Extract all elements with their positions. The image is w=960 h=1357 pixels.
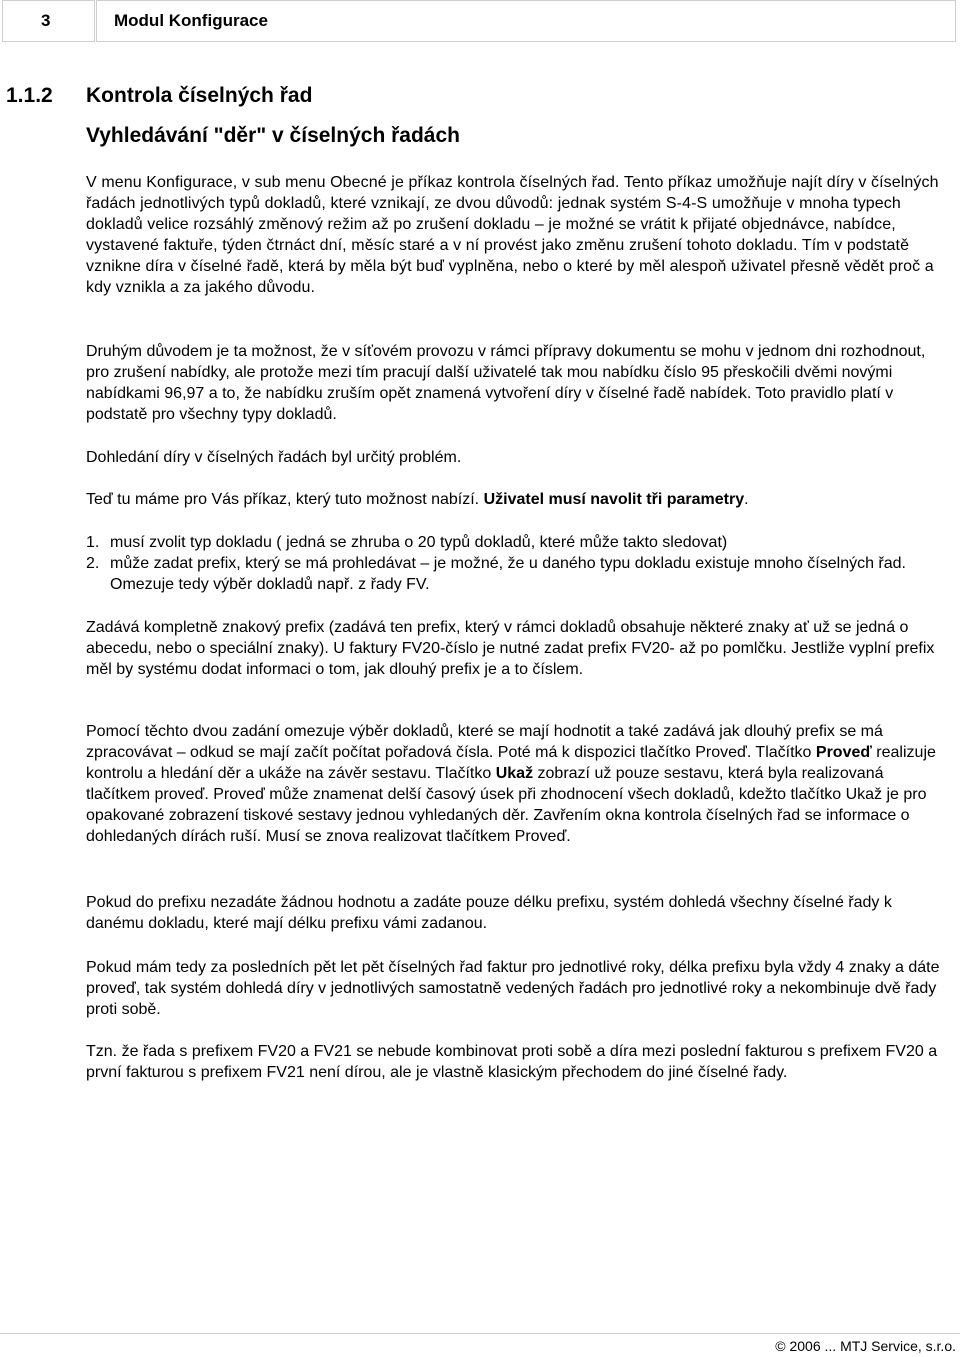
list-item-text: může zadat prefix, který se má prohledávat – je možné, že u daného typu dokladu existuje mnoho číselných řad. Omezuje tedy výběr dokladů např. z řady FV. (110, 555, 906, 593)
paragraph-problem: Dohledání díry v číselných řadách byl určitý problém. (86, 449, 462, 466)
paragraph-conclusion: Tzn. že řada s prefixem FV20 a FV21 se nebude kombinovat proti sobě a díra mezi poslední fakturou s prefixem FV20 a první fakturou s prefixem FV21 není dírou, ale je vlastně klasickým přechodem do jiné číselné řady. (86, 1043, 938, 1081)
list-item (86, 553, 946, 595)
list-item-number: 1. (86, 534, 100, 551)
parameters-intro: Teď tu máme pro Vás příkaz, který tuto možnost nabízí. (86, 491, 484, 508)
footer-divider (0, 1333, 960, 1334)
chapter-title: Modul Konfigurace (114, 11, 268, 30)
paragraph-second-reason: Druhým důvodem je ta možnost, že v síťovém provozu v rámci přípravy dokumentu se mohu v jednom dni rozhodnout, pro zrušení nabídky, ale protože mezi tím pracují další uživatelé tak mou nabídku číslo 95 přeskočili dvěmi novými nabídkami 96,97 a to, že nabídku zruším opět znamená vytvoření díry v číselné řadě nabídek. Toto pravidlo platí v podstatě pro všechny typy dokladů. (86, 343, 926, 423)
chapter-title-box (96, 0, 956, 42)
paragraph-buttons (86, 721, 946, 847)
paragraph-example: Pokud mám tedy za posledních pět let pět číselných řad faktur pro jednotlivé roky, délka prefixu byla vždy 4 znaky a dáte proveď, tak systém dohledá díry v jednotlivých samostatně vedených řadách pro jednotlivé roky a nekombinuje dvě řady proti sobě. (86, 959, 940, 1018)
proved-label: Proveď (815, 744, 872, 761)
buttons-text-3: zobrazí už pouze sestavu, která byla realizovaná tlačítkem proveď. Proveď může znamenat delší časový úsek při zhodnocení všech dokladů, kdežto tlačítko Ukaž je pro opakované zobrazení tiskové sestavy jednou vyhledaných děr. Zavřením okna kontrola číselných řad se informace o dohledaných dírách ruší. Musí se znova realizovat tlačítkem Proveď. (86, 765, 927, 845)
footer-copyright: © 2006 ... MTJ Service, s.r.o. (775, 1338, 956, 1354)
parameters-emphasis: Uživatel musí navolit tři parametry (483, 491, 745, 508)
buttons-text-1: Pomocí těchto dvou zadání omezuje výběr dokladů, které se mají hodnotit a také zadává jak dlouhý prefix se má zpracovávat – odkud se mají začít počítat pořadová čísla. Poté má k dispozici tlačítko Proveď. Tlačítko (86, 723, 883, 761)
section-subtitle: Vyhledávání "děr" v číselných řadách (86, 124, 460, 147)
paragraph-prefix: Zadává kompletně znakový prefix (zadává ten prefix, který v rámci dokladů obsahuje některé znaky ať už se jedná o abecedu, nebo o speciální znaky). U faktury FV20-číslo je nutné zadat prefix FV20- až po pomlčku. Jestliže vyplní prefix měl by systému dodat informaci o tom, jak dlouhý prefix je a to číslem. (86, 619, 935, 678)
list-item-number: 2. (86, 555, 100, 572)
buttons-text-2: realizuje kontrolu a hledání děr a ukáže na závěr sestavu. Tlačítko (86, 744, 936, 782)
paragraph-parameters (86, 489, 946, 510)
ukaz-label: Ukaž (495, 765, 534, 782)
chapter-number-box (2, 0, 95, 42)
list-item (86, 532, 946, 553)
section-number: 1.1.2 (6, 84, 53, 107)
list-item-text: musí zvolit typ dokladu ( jedná se zhruba o 20 typů dokladů, které může takto sledovat) (110, 534, 728, 551)
chapter-number: 3 (41, 11, 51, 30)
paragraph-intro: V menu Konfigurace, v sub menu Obecné je příkaz kontrola číselných řad. Tento příkaz umožňuje najít díry v číselných řadách jednotlivých typů dokladů, které vznikají, ze dvou důvodů: jednak systém S-4-S umožňuje v mnoha typech dokladů velice rozsáhlý změnový režim až po zrušení dokladu – je možné se vrátit k přijaté objednávce, nabídce, vystavené faktuře, týden čtrnáct dní, měsíc staré a v ní provést jako změnu zrušení tohoto dokladu. Tím v podstatě vznikne díra v číselné řadě, která by měla být buď vyplněna, nebo o které by měl alespoň uživatel přesně vědět proč a kdy vznikla a za jakého důvodu. (86, 174, 939, 296)
section-title: Kontrola číselných řad (86, 84, 313, 107)
paragraph-empty-prefix: Pokud do prefixu nezadáte žádnou hodnotu a zadáte pouze délku prefixu, systém dohledá všechny číselné řady k danému dokladu, které mají délku prefixu vámi zadanou. (86, 894, 892, 932)
parameters-end: . (744, 491, 749, 508)
